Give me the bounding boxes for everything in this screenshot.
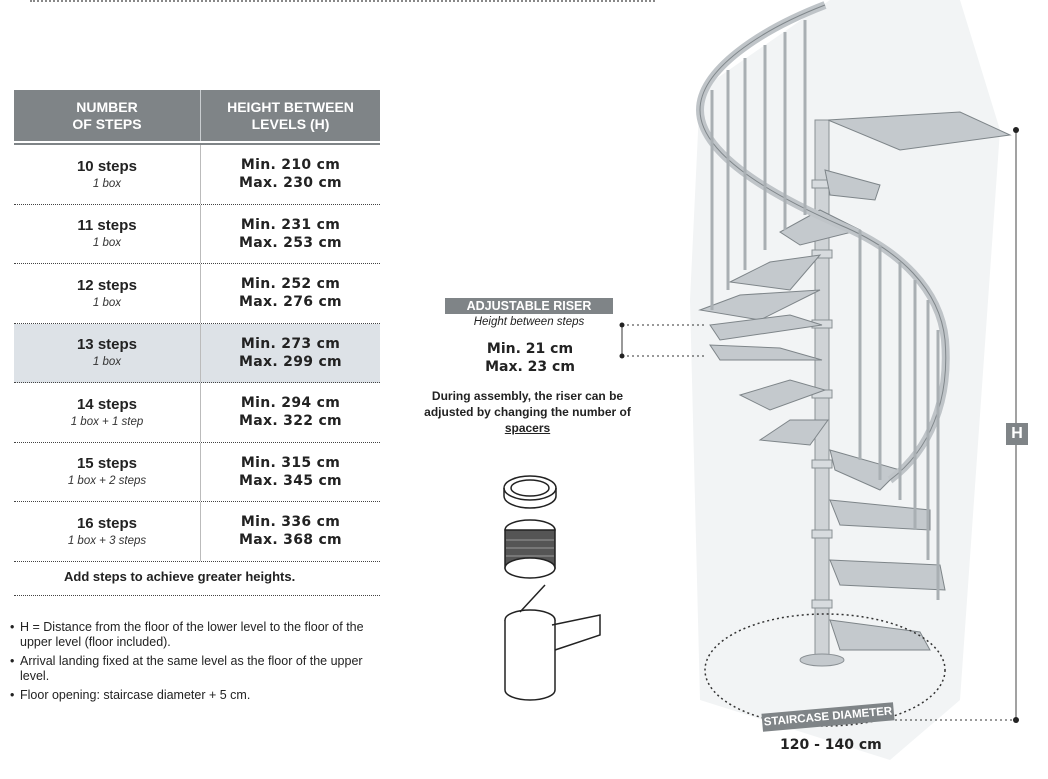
box-count: 1 box bbox=[92, 237, 122, 250]
riser-max: Max. 23 cm bbox=[485, 359, 575, 375]
step-tube-icon bbox=[505, 585, 600, 700]
box-count: 1 box bbox=[92, 177, 122, 190]
height-max: Max. 253 cm bbox=[239, 234, 342, 251]
box-count: 1 box + 1 step bbox=[70, 415, 144, 428]
header-height-between-levels: HEIGHT BETWEEN LEVELS (H) bbox=[227, 98, 354, 132]
height-max: Max. 345 cm bbox=[239, 472, 342, 489]
box-count: 1 box bbox=[92, 356, 122, 369]
add-steps-note: Add steps to achieve greater heights. bbox=[14, 566, 380, 596]
steps-count: 10 steps bbox=[76, 157, 138, 175]
box-count: 1 box + 2 steps bbox=[67, 475, 147, 488]
steps-count: 11 steps bbox=[77, 217, 137, 235]
staircase-diameter-label: STAIRCASE DIAMETER bbox=[761, 702, 894, 731]
height-max: Max. 299 cm bbox=[239, 353, 342, 370]
height-min: Min. 315 cm bbox=[240, 454, 341, 471]
spacer-ring-icon bbox=[504, 476, 556, 508]
height-min: Min. 252 cm bbox=[240, 276, 341, 293]
height-min: Min. 273 cm bbox=[240, 335, 341, 352]
height-min: Min. 336 cm bbox=[240, 514, 341, 531]
spacers-link[interactable]: spacers bbox=[504, 421, 551, 435]
note-item: • Floor opening: staircase diameter + 5 cm. bbox=[10, 688, 390, 703]
adjustable-riser-label: ADJUSTABLE RISER bbox=[445, 298, 613, 314]
steps-count: 14 steps bbox=[76, 395, 138, 413]
height-max: Max. 322 cm bbox=[239, 413, 342, 430]
riser-description bbox=[420, 388, 635, 436]
note-item: • H = Distance from the floor of the lower level to the floor of the upper level (floor included). bbox=[10, 620, 390, 650]
box-count: 1 box + 3 steps bbox=[67, 534, 147, 547]
height-min: Min. 210 cm bbox=[240, 157, 341, 174]
header-number-of-steps: NUMBER OF STEPS bbox=[14, 90, 201, 141]
height-max: Max. 368 cm bbox=[239, 532, 342, 549]
steps-count: 16 steps bbox=[76, 514, 138, 532]
height-max: Max. 276 cm bbox=[239, 294, 342, 311]
spacer-cylinder-icon bbox=[505, 520, 555, 578]
height-top-dot bbox=[1013, 127, 1019, 133]
staircase-diameter-value: 120 - 140 cm bbox=[780, 737, 882, 753]
height-min: Min. 231 cm bbox=[240, 216, 341, 233]
riser-desc-text: During assembly, the riser can be adjusted by changing the number of bbox=[424, 389, 631, 419]
note-item: • Arrival landing fixed at the same level as the floor of the upper level. bbox=[10, 654, 390, 684]
box-count: 1 box bbox=[92, 296, 122, 309]
riser-subtitle: Height between steps bbox=[473, 316, 585, 328]
riser-values bbox=[470, 340, 590, 376]
height-h-label: H bbox=[1006, 423, 1028, 445]
pole-base bbox=[800, 654, 844, 666]
riser-min: Min. 21 cm bbox=[486, 341, 574, 357]
steps-count: 13 steps bbox=[76, 336, 138, 354]
height-min: Min. 294 cm bbox=[240, 395, 341, 412]
steps-count: 12 steps bbox=[76, 276, 138, 294]
height-max: Max. 230 cm bbox=[239, 175, 342, 192]
steps-count: 15 steps bbox=[76, 455, 138, 473]
